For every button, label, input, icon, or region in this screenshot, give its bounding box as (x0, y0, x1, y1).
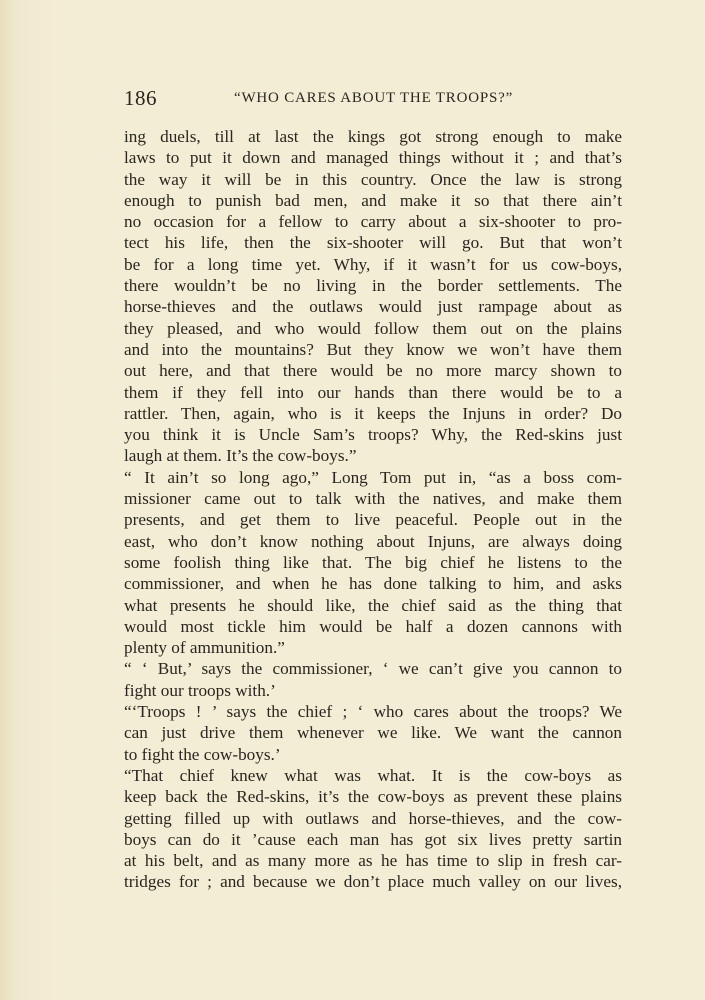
text-line: some foolish thing like that. The big chief he listens to the (124, 552, 622, 572)
text-line: and into the mountains? But they know we won’t have them (124, 339, 622, 359)
text-line: at his belt, and as many more as he has time to slip in fresh car- (124, 851, 622, 871)
text-line: the way it will be in this country. Once the law is strong (124, 169, 622, 189)
text-line: tect his life, then the six-shooter will go. But that won’t (124, 233, 622, 253)
text-line: laugh at them. It’s the cow-boys.” (124, 446, 357, 466)
body-text (124, 126, 622, 893)
text-line: “ ‘ But,’ says the commissioner, ‘ we can’t give you cannon to (124, 659, 622, 679)
text-line: boys can do it ’cause each man has got six lives pretty sartin (124, 829, 622, 849)
running-head: “WHO CARES ABOUT THE TROOPS?” (234, 90, 514, 106)
text-line: getting filled up with outlaws and horse-thieves, and the cow- (124, 808, 622, 828)
text-line: would most tickle him would be half a dozen cannons with (124, 616, 622, 636)
text-line: missioner came out to talk with the natives, and make them (124, 489, 622, 509)
text-line: you think it is Uncle Sam’s troops? Why, the Red-skins just (124, 425, 622, 445)
text-line: “That chief knew what was what. It is the cow-boys as (124, 765, 622, 785)
text-line: presents, and get them to live peaceful. People out in the (124, 510, 622, 530)
text-line: can just drive them whenever we like. We want the cannon (124, 723, 622, 743)
text-line: fight our troops with.’ (124, 680, 276, 700)
text-line: “ It ain’t so long ago,” Long Tom put in, “as a boss com- (124, 467, 622, 487)
text-line: out here, and that there would be no more marcy shown to (124, 361, 622, 381)
text-line: be for a long time yet. Why, if it wasn’t for us cow-boys, (124, 254, 622, 274)
page-number: 186 (124, 86, 157, 110)
text-line: enough to punish bad men, and make it so that there ain’t (124, 190, 622, 210)
text-line: commissioner, and when he has done talking to him, and asks (124, 574, 622, 594)
text-line: keep back the Red-skins, it’s the cow-boys as prevent these plains (124, 787, 622, 807)
text-line: them if they fell into our hands than there would be to a (124, 382, 622, 402)
text-line: east, who don’t know nothing about Injuns, are always doing (124, 531, 622, 551)
text-line: laws to put it down and managed things without it ; and that’s (124, 148, 622, 168)
text-line: plenty of ammunition.” (124, 638, 285, 658)
text-line: no occasion for a fellow to carry about a six-shooter to pro- (124, 212, 622, 232)
text-line: they pleased, and who would follow them out on the plains (124, 318, 622, 338)
text-line: to fight the cow-boys.’ (124, 744, 281, 764)
text-line: rattler. Then, again, who is it keeps the Injuns in order? Do (124, 403, 622, 423)
text-line: there wouldn’t be no living in the border settlements. The (124, 276, 622, 296)
text-line: ing duels, till at last the kings got strong enough to make (124, 127, 622, 146)
page-header (124, 86, 624, 116)
text-line: what presents he should like, the chief said as the thing that (124, 595, 622, 615)
text-line: horse-thieves and the outlaws would just rampage about as (124, 297, 622, 317)
text-line: tridges for ; and because we don’t place much valley on our lives, (124, 872, 622, 892)
text-line: “‘Troops ! ’ says the chief ; ‘ who cares about the troops? We (124, 702, 622, 722)
